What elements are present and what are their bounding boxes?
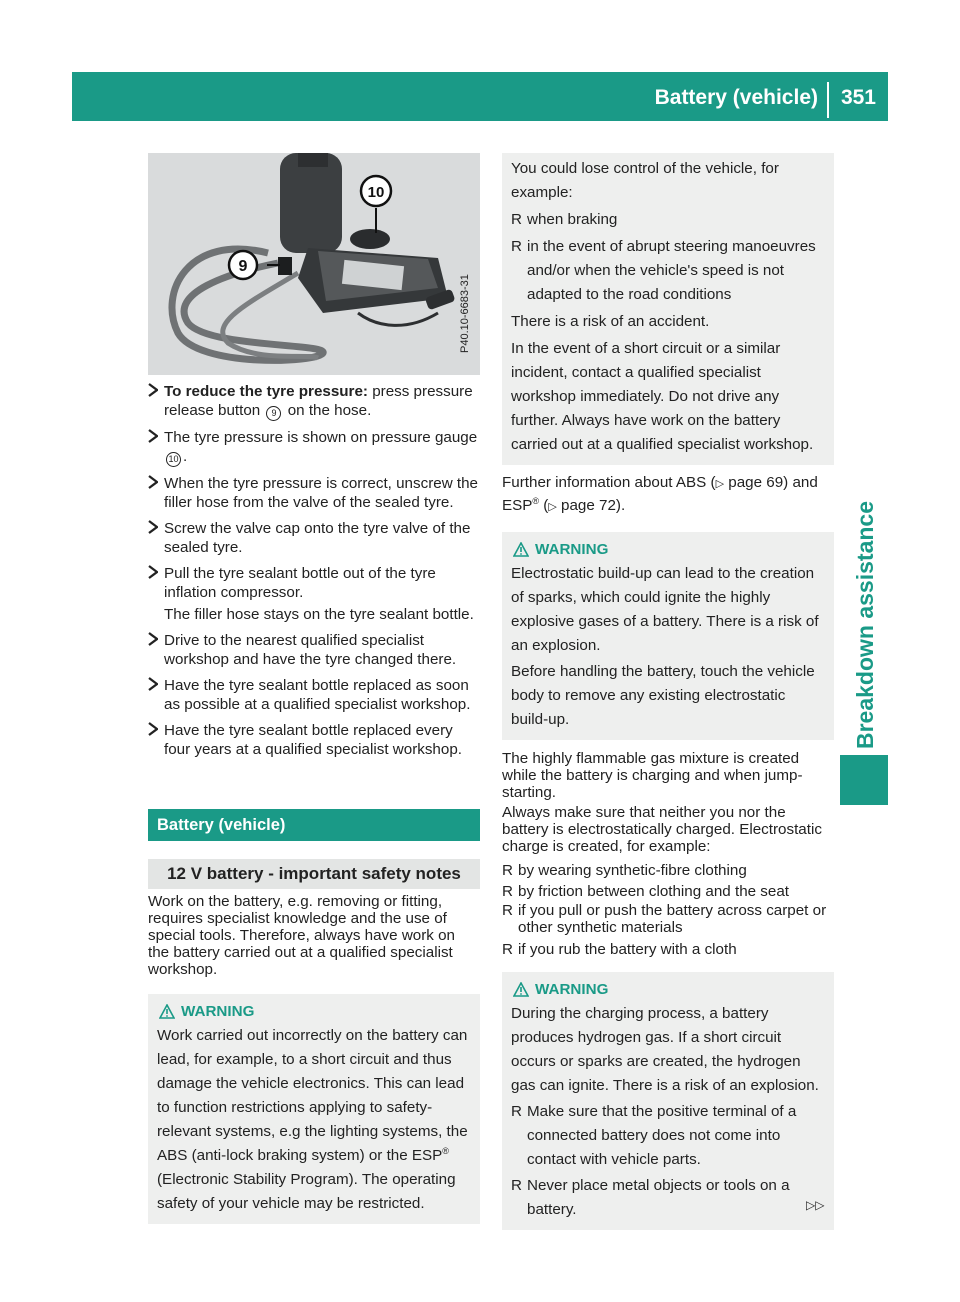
advice-text: In the event of a short circuit or a similar incident, contact a qualified specialist workshop immediately. Do not drive any further. Always have work on the battery carried out at a qualified specialist workshop. bbox=[511, 340, 814, 453]
left-column bbox=[148, 153, 480, 1224]
step-arrow-icon bbox=[148, 565, 158, 579]
warning-triangle-icon bbox=[513, 542, 529, 557]
list-item: R if you pull or push the battery across carpet or other synthetic materials bbox=[502, 902, 827, 936]
step-arrow-icon bbox=[148, 429, 158, 443]
list-item: R when braking bbox=[511, 208, 825, 232]
step-2: The tyre pressure is shown on pressure gauge 10 . bbox=[148, 428, 480, 467]
svg-text:P40.10-6683-31: P40.10-6683-31 bbox=[459, 274, 471, 353]
page-header bbox=[72, 72, 888, 121]
page-number: 351 bbox=[840, 86, 876, 109]
step-arrow-icon bbox=[148, 475, 158, 489]
step-6: Drive to the nearest qualified specialist workshop and have the tyre changed there. bbox=[148, 631, 480, 669]
step-arrow-icon bbox=[148, 383, 158, 397]
warning-box-1-continued bbox=[502, 153, 834, 465]
page-ref-arrow-icon: ▷ bbox=[715, 478, 725, 490]
step-arrow-icon bbox=[148, 722, 158, 736]
warning-box-1 bbox=[148, 994, 480, 1224]
step-4: Screw the valve cap onto the tyre valve of the sealed tyre. bbox=[148, 519, 480, 557]
list-item: R Never place metal objects or tools on a battery. bbox=[511, 1174, 825, 1222]
warning-2-text: Electrostatic build-up can lead to the creation of sparks, which could ignite the highly explosive gases of a battery. There is a risk of an explosion. bbox=[511, 565, 819, 654]
risk-text: There is a risk of an accident. bbox=[511, 313, 710, 330]
continued-arrow-icon: ▷▷ bbox=[806, 1198, 825, 1212]
static-bullet-list bbox=[502, 860, 834, 960]
warning-heading: WARNING bbox=[511, 978, 825, 1002]
warning-triangle-icon bbox=[159, 1004, 175, 1019]
warning-triangle-icon bbox=[513, 982, 529, 997]
callout-ref-10: 10 bbox=[166, 452, 181, 467]
warning-box-3 bbox=[502, 972, 834, 1230]
svg-text:9: 9 bbox=[238, 258, 248, 275]
further-info-paragraph: Further information about ABS (▷ page 69) and ESP® (▷ page 72). bbox=[502, 474, 818, 514]
list-item: R by friction between clothing and the seat bbox=[502, 883, 790, 900]
warning-box-2 bbox=[502, 532, 834, 740]
bullet-icon: R bbox=[502, 883, 513, 900]
static-paragraph: Always make sure that neither you nor the battery is electrostatically charged. Electrostatic charge is created, for example: bbox=[502, 804, 822, 855]
compressor-illustration bbox=[148, 153, 480, 375]
step-7: Have the tyre sealant bottle replaced as soon as possible at a qualified specialist workshop. bbox=[148, 676, 480, 714]
step-arrow-icon bbox=[148, 520, 158, 534]
warning-1-continued-intro: You could lose control of the vehicle, for example: bbox=[511, 160, 779, 201]
step-arrow-icon bbox=[148, 677, 158, 691]
bullet-icon: R bbox=[511, 238, 522, 255]
step-8: Have the tyre sealant bottle replaced every four years at a qualified specialist workshop. bbox=[148, 721, 480, 759]
warning-heading: WARNING bbox=[511, 538, 825, 562]
side-tab-label: Breakdown assistance bbox=[852, 501, 878, 750]
list-item: R in the event of abrupt steering manoeuvres and/or when the vehicle's speed is not adapted to the road conditions bbox=[511, 235, 825, 307]
bullet-icon: R bbox=[511, 1103, 522, 1120]
step-5-note: The filler hose stays on the tyre sealant bottle. bbox=[164, 606, 474, 623]
bullet-icon: R bbox=[502, 941, 513, 958]
step-1: To reduce the tyre pressure: press pressure release button 9 on the hose. bbox=[148, 382, 480, 421]
subsection-heading: 12 V battery - important safety notes bbox=[148, 859, 480, 889]
bullet-icon: R bbox=[502, 902, 513, 919]
warning-2-advice: Before handling the battery, touch the vehicle body to remove any existing electrostatic build-up. bbox=[511, 663, 815, 728]
bullet-icon: R bbox=[502, 862, 513, 879]
warning-1-text: Work carried out incorrectly on the battery can lead, for example, to a short circuit and thus damage the vehicle electronics. This can lead to function restrictions applying to safety-relevant systems, e.g the lighting systems, the ABS (anti-lock braking system) or the ESP® (Electronic Stability Program). The operating safety of your vehicle may be restricted. bbox=[157, 1027, 468, 1212]
svg-text:10: 10 bbox=[367, 184, 385, 201]
side-tab bbox=[850, 500, 880, 750]
bullet-icon: R bbox=[511, 1177, 522, 1194]
section-heading: Battery (vehicle) bbox=[148, 809, 480, 841]
list-item: R by wearing synthetic-fibre clothing bbox=[502, 862, 747, 879]
step-5: Pull the tyre sealant bottle out of the tyre inflation compressor. bbox=[148, 564, 480, 602]
right-column bbox=[502, 153, 834, 1230]
header-divider bbox=[827, 82, 829, 118]
bullet-icon: R bbox=[511, 211, 522, 228]
procedure-steps bbox=[148, 382, 480, 759]
warning-heading: WARNING bbox=[157, 1000, 471, 1024]
page-ref-arrow-icon: ▷ bbox=[548, 501, 557, 513]
callout-ref-9: 9 bbox=[266, 406, 281, 421]
list-item: R if you rub the battery with a cloth bbox=[502, 941, 737, 958]
warning-3-text: During the charging process, a battery produces hydrogen gas. If a short circuit occurs or sparks are created, the hydrogen gas can ignite. There is a risk of an explosion. bbox=[511, 1005, 819, 1094]
step-arrow-icon bbox=[148, 632, 158, 646]
gas-paragraph: The highly flammable gas mixture is created while the battery is charging and when jump-starting. bbox=[502, 750, 803, 801]
tyre-inflation-compressor-photo bbox=[148, 153, 480, 375]
step-3: When the tyre pressure is correct, unscrew the filler hose from the valve of the sealed tyre. bbox=[148, 474, 480, 512]
list-item: R Make sure that the positive terminal of a connected battery does not come into contact with vehicle parts. bbox=[511, 1100, 825, 1172]
side-tab-marker bbox=[840, 755, 888, 805]
intro-paragraph: Work on the battery, e.g. removing or fitting, requires specialist knowledge and the use of special tools. Therefore, always have work on the battery carried out at a qualified specialist workshop. bbox=[148, 893, 455, 978]
header-title: Battery (vehicle) bbox=[654, 86, 818, 109]
